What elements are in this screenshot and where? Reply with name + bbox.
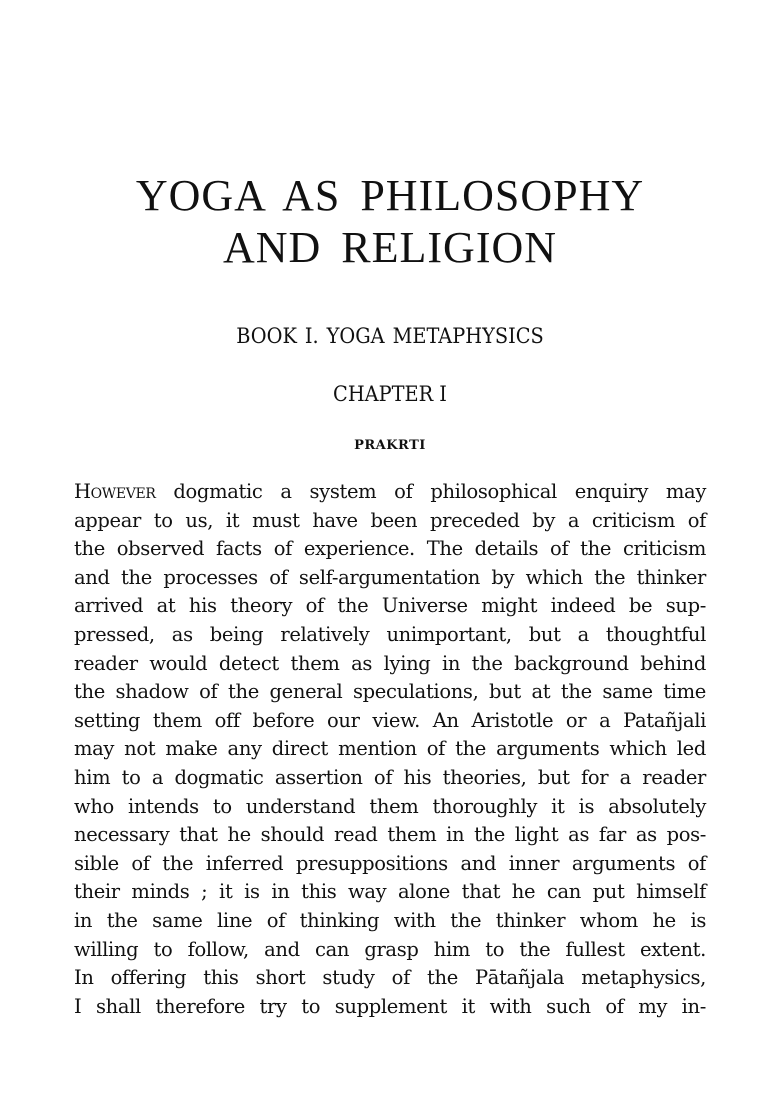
chapter-heading: CHAPTER I (333, 382, 447, 406)
body-line: the observed facts of experience. The details of the criticism (74, 537, 706, 561)
body-line: appear to us, it must have been preceded by a criticism of (74, 508, 706, 532)
section-heading: PRAKRTI (354, 438, 426, 453)
body-line: reader would detect them as lying in the background behind (74, 651, 706, 675)
body-line-text: dogmatic a system of philosophical enquiry may (155, 480, 706, 503)
body-line: who intends to understand them thoroughly it is absolutely (74, 794, 706, 818)
body-line (74, 478, 706, 507)
body-line: arrived at his theory of the Universe might indeed be sup- (74, 594, 706, 618)
body-line: may not make any direct mention of the arguments which led (74, 737, 706, 761)
drop-word: However (74, 480, 156, 503)
body-line: I shall therefore try to supplement it with such of my in- (74, 994, 706, 1018)
book-title-line-2: AND RELIGION (222, 223, 558, 272)
body-line: setting them off before our view. An Aristotle or a Patañjali (74, 708, 706, 732)
book-title-line-1: YOGA AS PHILOSOPHY (135, 171, 645, 220)
body-line: in the same line of thinking with the thinker whom he is (74, 908, 706, 932)
body-line: In offering this short study of the Pātañjala metaphysics, (74, 966, 706, 990)
body-paragraph (74, 478, 706, 1021)
body-line: necessary that he should read them in the light as far as pos- (74, 823, 706, 847)
body-line: pressed, as being relatively unimportant, but a thoughtful (74, 622, 706, 646)
body-line: willing to follow, and can grasp him to the fullest extent. (74, 937, 706, 961)
body-line: and the processes of self-argumentation by which the thinker (74, 565, 706, 589)
body-line: sible of the inferred presuppositions and inner arguments of (74, 851, 706, 875)
body-line: him to a dogmatic assertion of his theories, but for a reader (74, 765, 706, 789)
body-line: their minds ; it is in this way alone that he can put himself (74, 880, 706, 904)
book-heading: BOOK I. YOGA METAPHYSICS (236, 324, 544, 348)
body-line: the shadow of the general speculations, but at the same time (74, 680, 706, 704)
